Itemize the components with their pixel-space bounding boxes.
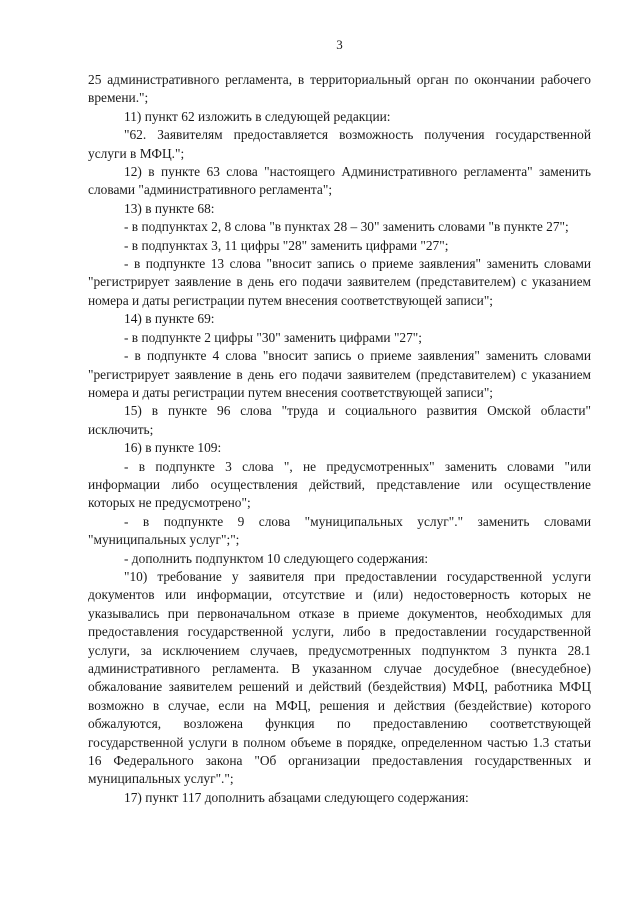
paragraph-9: 14) в пункте 69:: [124, 311, 215, 327]
paragraph-8: - в подпункте 13 слова "вносит запись о приеме заявления" заменить словами "регистрирует заявление в день его подачи заявителем (представителем) с указанием номера и даты регистрации путем внесения соответствующей записи";: [88, 256, 591, 308]
paragraph-10: - в подпункте 2 цифры "30" заменить цифрами "27";: [124, 329, 422, 345]
paragraph-15: - в подпункте 9 слова "муниципальных услуг"." заменить словами "муниципальных услуг";";: [88, 513, 591, 548]
page-number: 3: [336, 37, 343, 52]
paragraph-16: - дополнить подпунктом 10 следующего содержания:: [124, 550, 429, 566]
paragraph-5: 13) в пункте 68:: [124, 200, 215, 216]
paragraph-3: "62. Заявителям предоставляется возможность получения государственной услуги в МФЦ.";: [88, 127, 591, 161]
paragraph-7: - в подпунктах 3, 11 цифры "28" заменить цифрами "27";: [124, 237, 449, 253]
paragraph-4: 12) в пункте 63 слова "настоящего Административного регламента" заменить словами "административного регламента";: [88, 164, 591, 198]
paragraph-6: - в подпунктах 2, 8 слова "в пунктах 28 – 30" заменить словами "в пункте 27";: [124, 219, 569, 235]
document-body: [88, 71, 591, 807]
paragraph-1: 25 административного регламента, в территориальный орган по окончании рабочего времени.";: [88, 72, 591, 106]
paragraph-13: 16) в пункте 109:: [124, 440, 222, 456]
paragraph-2: 11) пункт 62 изложить в следующей редакции:: [124, 108, 391, 124]
paragraph-12: 15) в пункте 96 слова "труда и социального развития Омской области" исключить;: [88, 403, 591, 437]
paragraph-18: 17) пункт 117 дополнить абзацами следующего содержания:: [124, 789, 469, 805]
paragraph-11: - в подпункте 4 слова "вносит запись о приеме заявления" заменить словами "регистрирует заявление в день его подачи заявителем (представителем) с указанием номера и даты регистрации путем внесения соответствующей записи";: [88, 348, 591, 400]
paragraph-14: - в подпункте 3 слова ", не предусмотренных" заменить словами "или информации либо осуществления действий, представление или осуществление которых не предусмотрено";: [88, 458, 591, 511]
paragraph-17: "10) требование у заявителя при предоставлении государственной услуги документов или информации, отсутствие и (или) недостоверность которых не указывались при первоначальном отказе в приеме документов, необходимых для предоставления государственной услуги, либо в предоставлении государственной услуги, за исключением случаев, предусмотренных подпунктом 3 пункта 28.1 административного регламента. В указанном случае досудебное (внесудебное) обжалование заявителем решений и действий (бездействия) МФЦ, работника МФЦ возможно в случае, если на МФЦ, решения и действия (бездействие) которого обжалуются, возложена функция по предоставлению соответствующей государственной услуги в полном объеме в порядке, определенном частью 1.3 статьи 16 Федерального закона "Об организации предоставления государственных и муниципальных услуг".";: [88, 568, 591, 787]
